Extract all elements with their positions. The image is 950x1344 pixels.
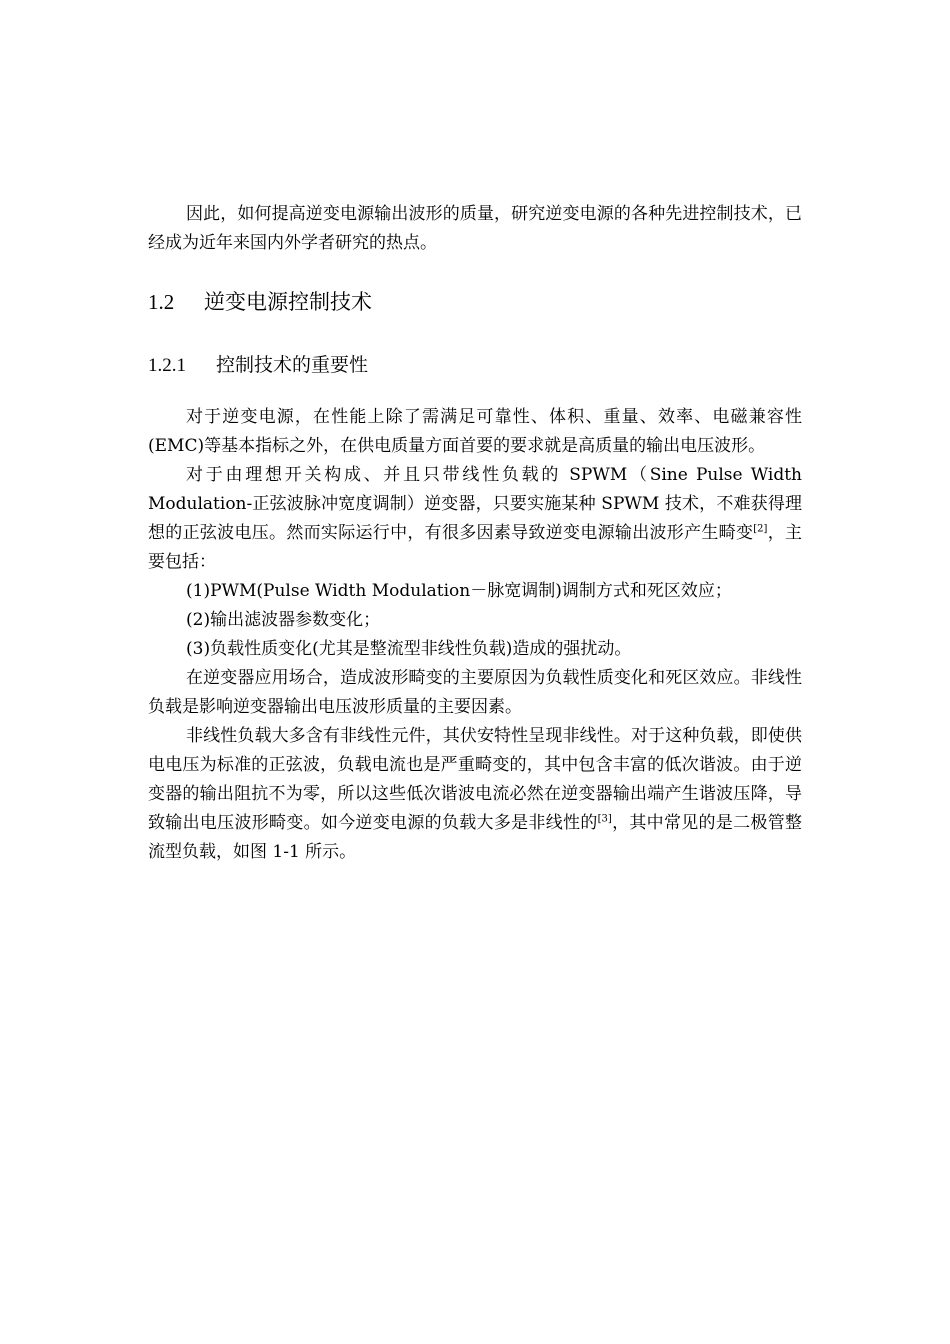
subsection-heading: [148, 350, 802, 381]
list-item: (3)负载性质变化(尤其是整流型非线性负载)造成的强扰动。: [186, 639, 632, 659]
subsection-number: 1.2.1: [148, 355, 186, 376]
paragraph-requirements: 对于逆变电源，在性能上除了需满足可靠性、体积、重量、效率、电磁兼容性(EMC)等基本指标之外，在供电质量方面首要的要求就是高质量的输出电压波形。: [148, 407, 802, 456]
section-title: 逆变电源控制技术: [204, 290, 372, 314]
citation-3: [3]: [597, 813, 612, 825]
section-heading: [148, 286, 802, 318]
paragraph-spwm: [148, 461, 802, 577]
section-number: 1.2: [148, 290, 175, 314]
paragraph-nonlinear-tail: ，其中常见的是二极管整流型负载，如图 1-1 所示。: [148, 813, 803, 862]
citation-2: [2]: [753, 523, 768, 535]
intro-paragraph: 因此，如何提高逆变电源输出波形的质量，研究逆变电源的各种先进控制技术，已经成为近年来国内外学者研究的热点。: [148, 204, 802, 253]
list-item: (1)PWM(Pulse Width Modulation－脉宽调制)调制方式和死区效应；: [186, 581, 732, 601]
paragraph-nonlinear-load: [148, 722, 802, 867]
paragraph-spwm-text: 对于由理想开关构成、并且只带线性负载的 SPWM（Sine Pulse Width Modulation-正弦波脉冲宽度调制）逆变器，只要实施某种 SPWM 技术，不难获得理想的正弦波电压。然而实际运行中，有很多因素导致逆变电源输出波形产生畸变: [148, 465, 802, 543]
heading-spacer: [148, 381, 802, 403]
paragraph-spwm-tail: ，主要包括：: [148, 523, 803, 572]
paragraph-nonlinear-text: 非线性负载大多含有非线性元件，其伏安特性呈现非线性。对于这种负载，即使供电电压为标准的正弦波，负载电流也是严重畸变的，其中包含丰富的低次谐波。由于逆变器的输出阻抗不为零，所以这些低次谐波电流必然在逆变器输出端产生谐波压降，导致输出电压波形畸变。如今逆变电源的负载大多是非线性的: [148, 726, 802, 833]
list-item: (2)输出滤波器参数变化；: [186, 610, 381, 630]
subsection-title: 控制技术的重要性: [216, 354, 369, 376]
paragraph-distortion-causes: 在逆变器应用场合，造成波形畸变的主要原因为负载性质变化和死区效应。非线性负载是影响逆变器输出电压波形质量的主要因素。: [148, 668, 802, 717]
document-page: [148, 200, 802, 867]
